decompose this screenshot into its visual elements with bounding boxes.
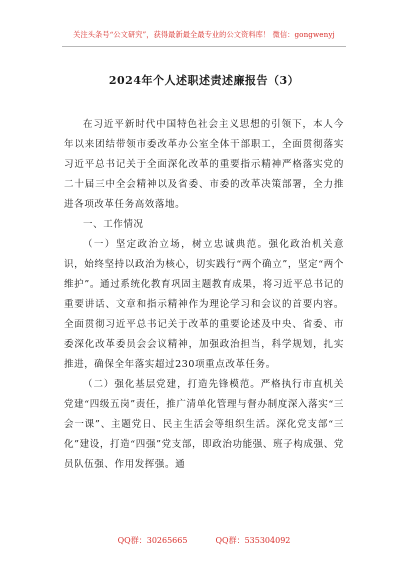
header-note: 关注头条号“公文研究”，获得最新最全最专业的公文资料库！ 微信：gongwenyj [73,30,335,39]
document-title: 2024年个人述职述责述廉报告（3） [108,74,300,87]
paragraph-party-building: （二）强化基层党建，打造先锋模范。严格执行市直机关党建“四级五岗”责任，推广清单化管理与督办制度深入落实“三会一课”、主题党日、民主生活会等组织生活。深化党支部“三化”建设，打造“四强”党支部，即政治功能强、班子构成强、党员队伍强、作用发挥强。通 [64,379,344,470]
section-heading-work-status: 一、工作情况 [83,219,144,230]
footer-qq-group-2: QQ群：535304092 [215,536,291,545]
footer-contacts [0,535,408,546]
document-body [64,115,344,475]
paragraph-political-stance: （一）坚定政治立场，树立忠诚典范。强化政治机关意识，始终坚持以政治为核心，切实践行“两个确立”，坚定“两个维护”。通过系统化教育巩固主题教育成果，将习近平总书记的重要讲话、文章和指示精神作为理论学习和会议的首要内容。全面贯彻习近平总书记关于改革的重要论述及中央、省委、市委深化改革委员会会议精神，加强政治担当，科学规划，扎实推进，确保全年落实超过230项重点改革任务。 [64,239,344,370]
header-divider [62,46,346,47]
intro-paragraph: 在习近平新时代中国特色社会主义思想的引领下，本人今年以来团结带领市委改革办公室全体干部职工，全面贯彻落实习近平总书记关于全面深化改革的重要指示精神严格落实党的二十届三中全会精神以及省委、市委的改革决策部署，全力推进各项改革任务高效落地。 [64,119,344,210]
footer-qq-group-1: QQ群：30265665 [117,536,188,545]
